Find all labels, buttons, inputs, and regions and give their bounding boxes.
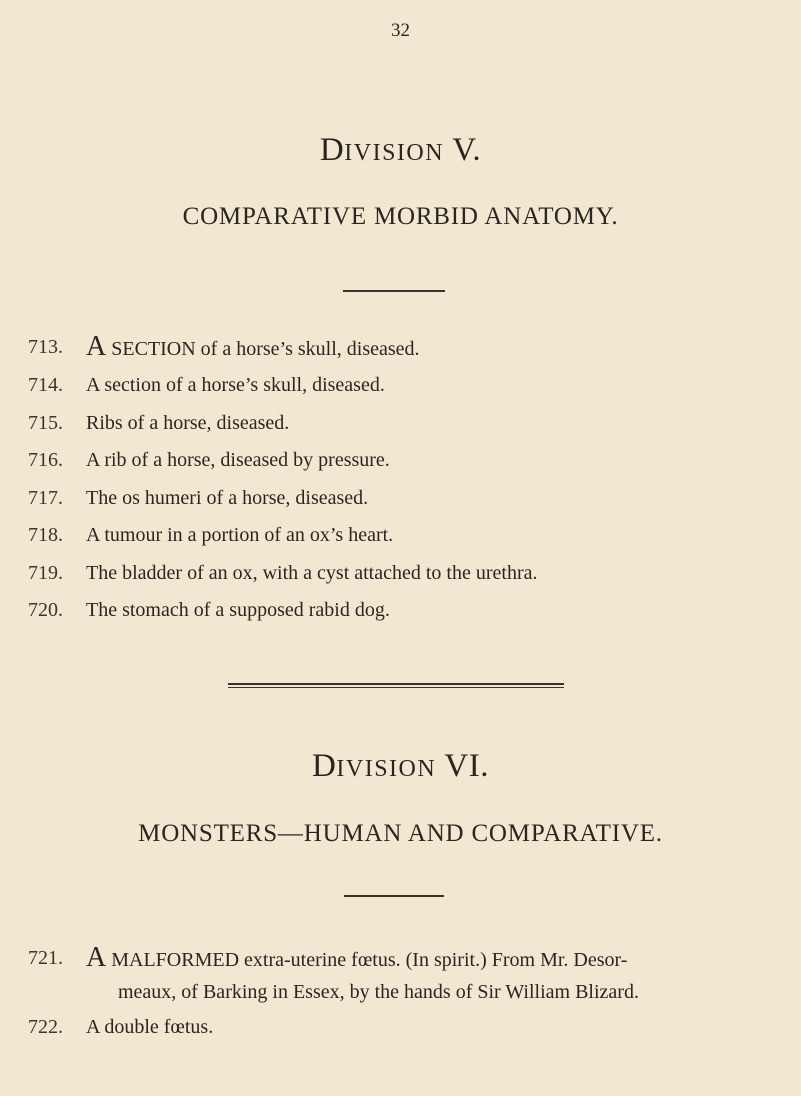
entry-number: 716. (28, 449, 63, 471)
division-vi-heading (0, 748, 801, 785)
entry-text (86, 333, 420, 363)
entry-text: A rib of a horse, diseased by pressure. (86, 449, 390, 471)
page-number: 32 (391, 20, 410, 41)
division-vi-heading-numeral: VI. (444, 748, 489, 784)
entry-number: 721. (28, 947, 63, 969)
division-v-title: COMPARATIVE MORBID ANATOMY. (182, 203, 619, 230)
entry-text: The os humeri of a horse, diseased. (86, 487, 369, 509)
entry-text-body: MALFORMED extra-uterine fœtus. (In spirit.) From Mr. Desor- (106, 949, 628, 971)
entry-number: 722. (28, 1016, 63, 1038)
drop-initial: A (86, 331, 107, 362)
division-vi-title: MONSTERS—HUMAN AND COMPARATIVE. (138, 820, 663, 847)
division-v-heading-word: IVISION (344, 140, 445, 166)
entry-number: 715. (28, 412, 63, 434)
entry-text-continued: meaux, of Barking in Essex, by the hands of Sir William Blizard. (118, 981, 639, 1003)
entry-text: The bladder of an ox, with a cyst attached to the urethra. (86, 562, 538, 584)
division-vi-heading-initial: D (312, 748, 337, 784)
entry-number: 714. (28, 374, 63, 396)
entry-text: Ribs of a horse, diseased. (86, 412, 290, 434)
section-divider (344, 895, 444, 897)
entry-text (86, 944, 627, 974)
entry-number: 720. (28, 599, 63, 621)
entry-number: 717. (28, 487, 63, 509)
entry-text: A section of a horse’s skull, diseased. (86, 374, 385, 396)
division-v-heading-numeral: V. (452, 132, 482, 168)
entry-number: 719. (28, 562, 63, 584)
entry-text-body: SECTION of a horse’s skull, diseased. (106, 338, 420, 360)
entry-text: A double fœtus. (86, 1016, 214, 1038)
section-divider (343, 290, 445, 292)
division-v-heading (0, 132, 801, 169)
entry-text: The stomach of a supposed rabid dog. (86, 599, 390, 621)
division-vi-heading-word: IVISION (336, 756, 437, 782)
division-separator (228, 683, 564, 688)
drop-initial: A (86, 942, 107, 973)
entry-number: 718. (28, 524, 63, 546)
division-v-heading-initial: D (319, 132, 345, 168)
entry-text: A tumour in a portion of an ox’s heart. (86, 524, 394, 546)
entry-number: 713. (28, 336, 63, 358)
